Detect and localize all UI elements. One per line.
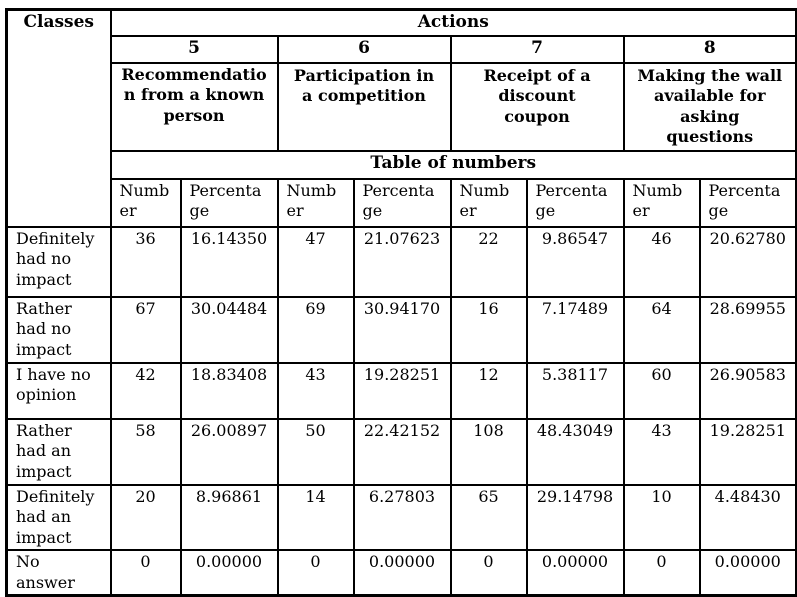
percentage-header-cell: Percentage — [527, 179, 624, 227]
count-cell: 42 — [111, 363, 181, 419]
table-row — [7, 485, 797, 550]
action-name-cell: Receipt of a discount coupon — [451, 63, 624, 151]
classes-header-cell: Classes — [7, 10, 111, 227]
actions-header-cell: Actions — [111, 10, 797, 37]
table-row-section — [7, 151, 797, 179]
action-number-cell: 5 — [111, 36, 278, 63]
count-cell: 16 — [451, 297, 527, 363]
count-cell: 67 — [111, 297, 181, 363]
count-cell: 14 — [278, 485, 354, 550]
count-cell: 12 — [451, 363, 527, 419]
table-row — [7, 550, 797, 595]
count-cell: 0 — [111, 550, 181, 595]
percentage-cell: 0.00000 — [181, 550, 278, 595]
count-cell: 20 — [111, 485, 181, 550]
action-number-cell: 7 — [451, 36, 624, 63]
action-number-cell: 8 — [624, 36, 797, 63]
percentage-cell: 19.28251 — [700, 419, 797, 485]
percentage-cell: 4.48430 — [700, 485, 797, 550]
percentage-header-cell: Percentage — [700, 179, 797, 227]
action-number-cell: 6 — [278, 36, 451, 63]
action-name-cell: Recommendation from a known person — [111, 63, 278, 151]
action-name-cell: Making the wall available for asking questions — [624, 63, 797, 151]
percentage-cell: 21.07623 — [354, 227, 451, 297]
section-header-cell: Table of numbers — [111, 151, 797, 179]
table-row-action-names — [7, 63, 797, 151]
percentage-cell: 28.69955 — [700, 297, 797, 363]
count-cell: 58 — [111, 419, 181, 485]
row-label-cell: I have no opinion — [7, 363, 111, 419]
row-label-cell: No answer — [7, 550, 111, 595]
count-cell: 65 — [451, 485, 527, 550]
percentage-header-cell: Percentage — [354, 179, 451, 227]
results-table — [5, 8, 797, 597]
table-row-action-numbers — [7, 36, 797, 63]
table-row — [7, 227, 797, 297]
count-cell: 46 — [624, 227, 700, 297]
table-row-measures — [7, 179, 797, 227]
count-cell: 60 — [624, 363, 700, 419]
number-header-cell: Number — [111, 179, 181, 227]
count-cell: 64 — [624, 297, 700, 363]
table-row — [7, 419, 797, 485]
percentage-cell: 48.43049 — [527, 419, 624, 485]
count-cell: 69 — [278, 297, 354, 363]
number-header-cell: Number — [278, 179, 354, 227]
count-cell: 0 — [624, 550, 700, 595]
action-name-cell: Participation in a competition — [278, 63, 451, 151]
count-cell: 36 — [111, 227, 181, 297]
percentage-cell: 29.14798 — [527, 485, 624, 550]
count-cell: 47 — [278, 227, 354, 297]
row-label-cell: Definitely had no impact — [7, 227, 111, 297]
percentage-cell: 16.14350 — [181, 227, 278, 297]
row-label-cell: Definitely had an impact — [7, 485, 111, 550]
percentage-header-cell: Percentage — [181, 179, 278, 227]
row-label-cell: Rather had an impact — [7, 419, 111, 485]
percentage-cell: 26.90583 — [700, 363, 797, 419]
count-cell: 50 — [278, 419, 354, 485]
percentage-cell: 6.27803 — [354, 485, 451, 550]
percentage-cell: 30.94170 — [354, 297, 451, 363]
count-cell: 108 — [451, 419, 527, 485]
percentage-cell: 18.83408 — [181, 363, 278, 419]
percentage-cell: 0.00000 — [700, 550, 797, 595]
percentage-cell: 9.86547 — [527, 227, 624, 297]
row-label-cell: Rather had no impact — [7, 297, 111, 363]
percentage-cell: 20.62780 — [700, 227, 797, 297]
percentage-cell: 8.96861 — [181, 485, 278, 550]
number-header-cell: Number — [451, 179, 527, 227]
percentage-cell: 19.28251 — [354, 363, 451, 419]
count-cell: 43 — [278, 363, 354, 419]
number-header-cell: Number — [624, 179, 700, 227]
percentage-cell: 7.17489 — [527, 297, 624, 363]
percentage-cell: 26.00897 — [181, 419, 278, 485]
table-row — [7, 297, 797, 363]
table-row — [7, 363, 797, 419]
percentage-cell: 22.42152 — [354, 419, 451, 485]
count-cell: 10 — [624, 485, 700, 550]
percentage-cell: 30.04484 — [181, 297, 278, 363]
count-cell: 0 — [278, 550, 354, 595]
table-row-actions — [7, 10, 797, 37]
count-cell: 0 — [451, 550, 527, 595]
percentage-cell: 0.00000 — [354, 550, 451, 595]
count-cell: 22 — [451, 227, 527, 297]
percentage-cell: 5.38117 — [527, 363, 624, 419]
count-cell: 43 — [624, 419, 700, 485]
percentage-cell: 0.00000 — [527, 550, 624, 595]
